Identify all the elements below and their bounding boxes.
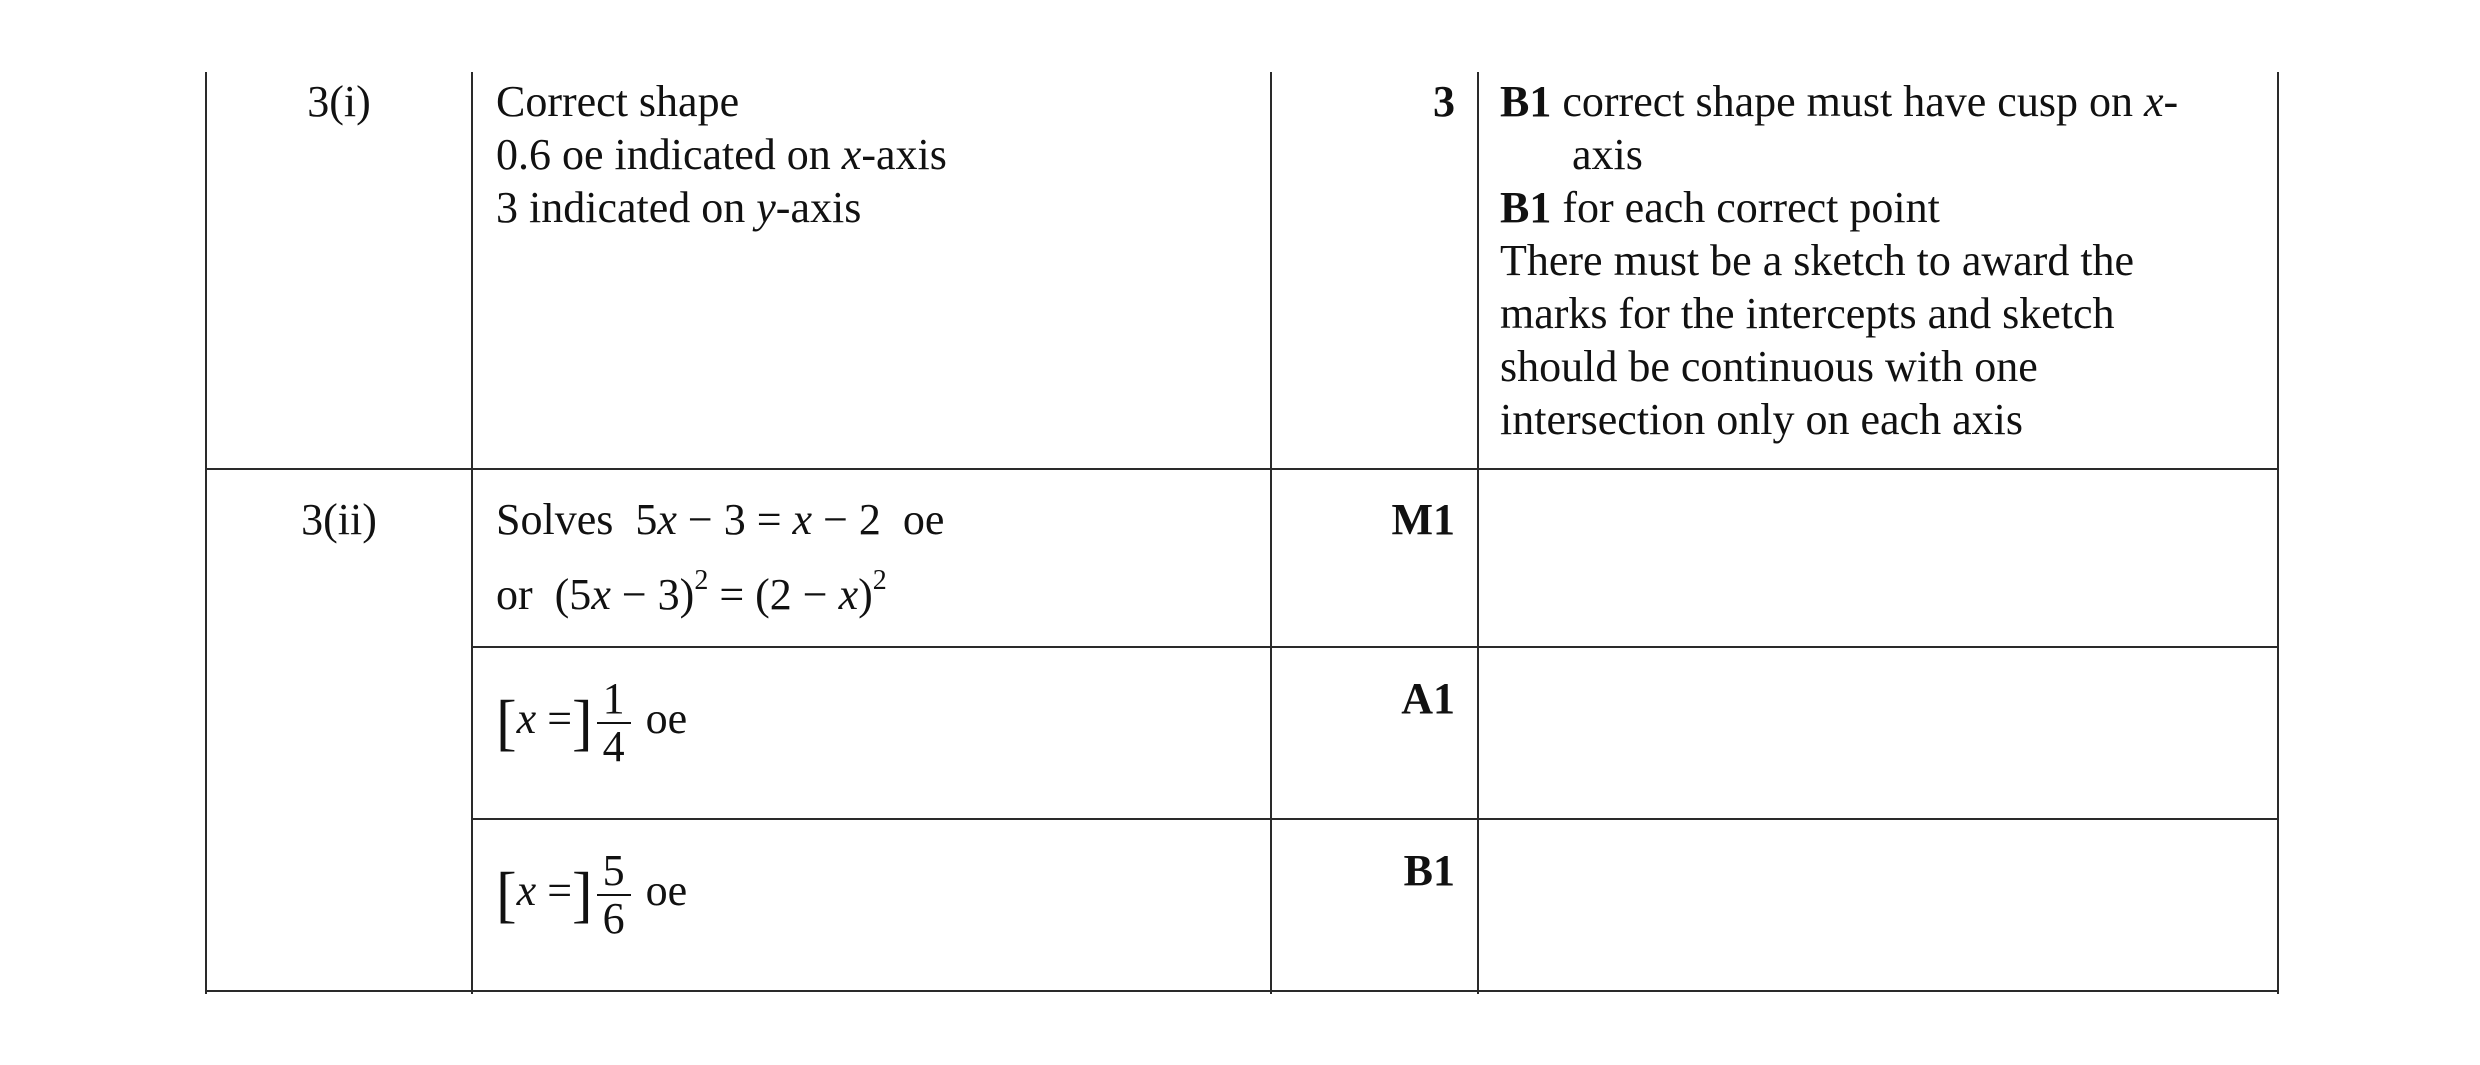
- marks-3ii-first: A1: [1401, 674, 1455, 723]
- answer-line-y-intercept: 3 indicated on y-axis: [496, 183, 862, 232]
- guidance-points: B1 for each correct point: [1500, 183, 1940, 232]
- guidance-note-3: should be continuous with one: [1500, 342, 2038, 391]
- guidance-shape: B1 correct shape must have cusp on x-: [1500, 77, 2179, 126]
- method-line-1: Solves 5x − 3 = x − 2 oe: [496, 495, 945, 544]
- question-number-3ii: 3(ii): [301, 495, 377, 544]
- answer-line-x-intercept: 0.6 oe indicated on x-axis: [496, 130, 947, 179]
- row-divider-3ii-a: [471, 646, 2279, 648]
- fraction-first: $\frac{1}{4}$: [597, 676, 631, 770]
- row-divider-3ii-b: [471, 818, 2279, 820]
- method-line-2: or $(5x - 3)^2 = (2 - x)^2$: [496, 565, 887, 619]
- table-border-right: [2277, 72, 2279, 994]
- answer-3ii-method: [496, 493, 1256, 621]
- marks-3i: 3: [1433, 77, 1455, 126]
- guidance-shape-continued: axis: [1572, 130, 1643, 179]
- answer-3i: [496, 75, 1256, 234]
- answer-3ii-x-first: [x =] $\frac{1}{4}$ oe: [496, 674, 688, 771]
- column-divider-marks: [1477, 72, 1479, 994]
- answer-line-shape: Correct shape: [496, 77, 740, 126]
- table-border-bottom: [205, 990, 2279, 992]
- guidance-note-4: intersection only on each axis: [1500, 395, 2023, 444]
- guidance-note-2: marks for the intercepts and sketch: [1500, 289, 2115, 338]
- marks-3ii-method: M1: [1391, 495, 1455, 544]
- column-divider-question: [471, 72, 473, 994]
- marks-3ii-second: B1: [1403, 846, 1455, 895]
- answer-3ii-x-second: [x =] $\frac{5}{6}$ oe: [496, 846, 688, 943]
- question-number-3i: 3(i): [307, 77, 371, 126]
- guidance-note-1: There must be a sketch to award the: [1500, 236, 2135, 285]
- table-border-left: [205, 72, 207, 994]
- row-divider-3i: [205, 468, 2279, 470]
- fraction-second: $\frac{5}{6}$: [597, 848, 631, 942]
- guidance-3i: [1500, 75, 2220, 446]
